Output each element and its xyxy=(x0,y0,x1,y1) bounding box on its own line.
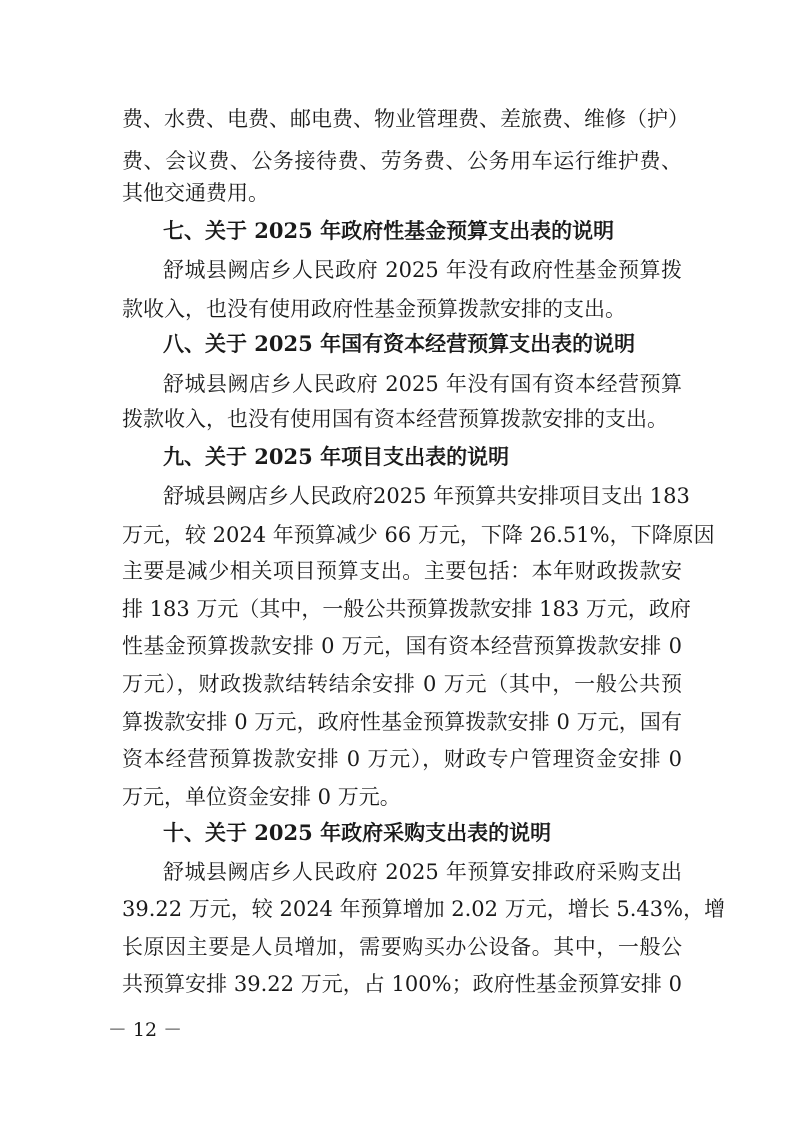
paragraph-line: 性基金预算拨款安排 0 万元，国有资本经营预算拨款安排 0 xyxy=(122,634,682,658)
section-heading-9: 九、关于 2025 年项目支出表的说明 xyxy=(163,444,510,469)
paragraph-line: 其他交通费用。 xyxy=(122,181,269,205)
paragraph-line: 资本经营预算拨款安排 0 万元），财政专户管理资金安排 0 xyxy=(122,747,682,771)
paragraph-line: 排 183 万元（其中，一般公共预算拨款安排 183 万元，政府 xyxy=(122,597,691,621)
paragraph-line: 长原因主要是人员增加，需要购买办公设备。其中，一般公 xyxy=(122,935,682,959)
section-heading-10: 十、关于 2025 年政府采购支出表的说明 xyxy=(163,820,552,845)
paragraph-line: 算拨款安排 0 万元，政府性基金预算拨款安排 0 万元，国有 xyxy=(122,710,682,734)
paragraph-line: 款收入，也没有使用政府性基金预算拨款安排的支出。 xyxy=(122,297,626,321)
section-heading-7: 七、关于 2025 年政府性基金预算支出表的说明 xyxy=(163,218,615,243)
paragraph-line: 舒城县阙店乡人民政府2025 年预算共安排项目支出 183 xyxy=(163,484,690,508)
page-number: － 12 － xyxy=(107,1019,183,1041)
paragraph-line: 万元），财政拨款结转结余安排 0 万元（其中，一般公共预 xyxy=(122,672,682,696)
paragraph-line: 拨款收入，也没有使用国有资本经营预算拨款安排的支出。 xyxy=(122,407,668,431)
paragraph-line: 费、水费、电费、邮电费、物业管理费、差旅费、维修（护） xyxy=(122,107,689,131)
paragraph-line: 39.22 万元，较 2024 年预算增加 2.02 万元，增长 5.43%，增 xyxy=(122,897,726,921)
paragraph-line: 舒城县阙店乡人民政府 2025 年预算安排政府采购支出 xyxy=(163,860,682,884)
paragraph-line: 舒城县阙店乡人民政府 2025 年没有政府性基金预算拨 xyxy=(163,258,682,282)
paragraph-line: 舒城县阙店乡人民政府 2025 年没有国有资本经营预算 xyxy=(163,372,682,396)
section-heading-8: 八、关于 2025 年国有资本经营预算支出表的说明 xyxy=(163,331,636,356)
paragraph-line: 万元，较 2024 年预算减少 66 万元，下降 26.51%，下降原因 xyxy=(122,523,715,547)
paragraph-line: 费、会议费、公务接待费、劳务费、公务用车运行维护费、 xyxy=(122,149,682,173)
paragraph-line: 万元，单位资金安排 0 万元。 xyxy=(122,785,401,809)
paragraph-line: 共预算安排 39.22 万元，占 100%；政府性基金预算安排 0 xyxy=(122,972,682,996)
paragraph-line: 主要是减少相关项目预算支出。主要包括：本年财政拨款安 xyxy=(122,559,682,583)
